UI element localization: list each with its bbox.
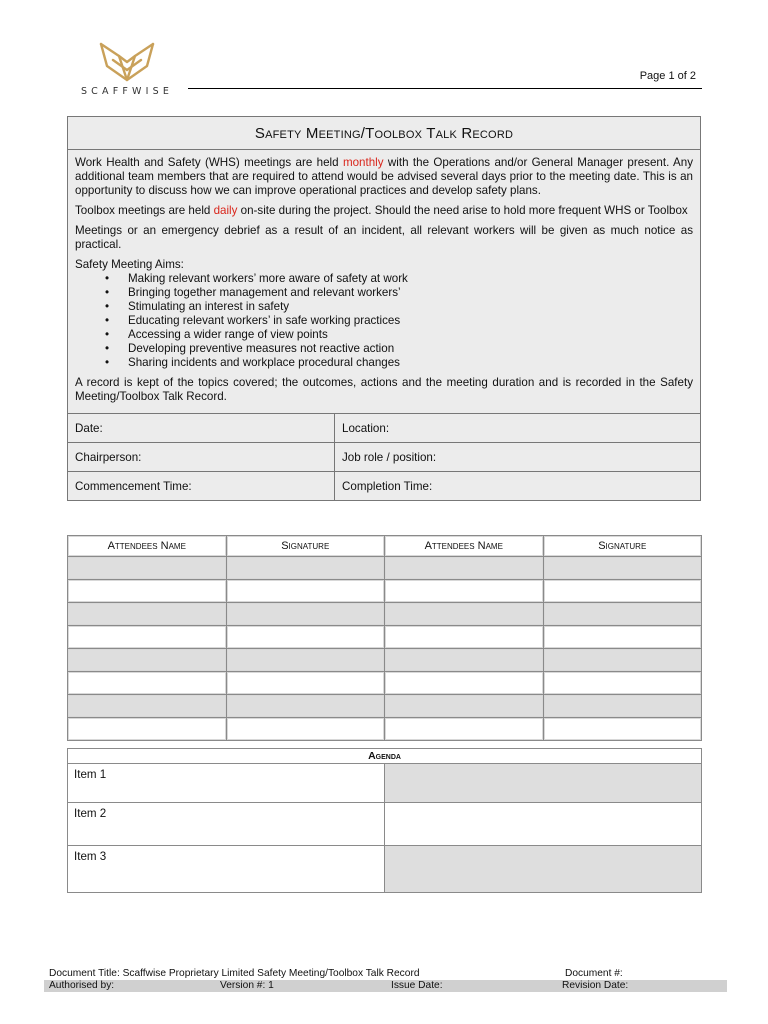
attendee-row bbox=[68, 695, 702, 718]
aim-text: Stimulating an interest in safety bbox=[128, 300, 290, 313]
agenda-item-content[interactable] bbox=[385, 764, 702, 803]
aim-item bbox=[105, 314, 693, 328]
aim-text: Making relevant workers’ more aware of safety at work bbox=[128, 272, 408, 285]
details-row bbox=[68, 472, 700, 501]
signature-cell[interactable] bbox=[226, 649, 385, 672]
attendee-row bbox=[68, 557, 702, 580]
intro-paragraph-whs bbox=[75, 156, 693, 198]
details-row bbox=[68, 443, 700, 472]
commencement-time-field[interactable]: Commencement Time: bbox=[68, 472, 335, 501]
attendee-name-cell[interactable] bbox=[385, 718, 544, 741]
signature-cell[interactable] bbox=[226, 672, 385, 695]
aim-text: Accessing a wider range of view points bbox=[128, 328, 328, 341]
aim-item bbox=[105, 342, 693, 356]
signature-cell[interactable] bbox=[226, 695, 385, 718]
attendees-name-header: Attendees Name bbox=[385, 536, 544, 557]
intro-paragraph-record: A record is kept of the topics covered; the outcomes, actions and the meeting duration and is recorded in the Safety Meeting/Toolbox Talk Record. bbox=[75, 376, 693, 403]
aim-text: Sharing incidents and workplace procedural changes bbox=[128, 356, 400, 369]
footer-document-title: Document Title: Scaffwise Proprietary Limited Safety Meeting/Toolbox Talk Record bbox=[49, 968, 420, 979]
aim-text: Educating relevant workers’ in safe working practices bbox=[128, 314, 401, 327]
footer-row-meta bbox=[44, 980, 727, 992]
attendee-name-cell[interactable] bbox=[385, 603, 544, 626]
attendee-row bbox=[68, 672, 702, 695]
attendee-row bbox=[68, 649, 702, 672]
aim-text: Bringing together management and relevant workers’ bbox=[128, 286, 401, 299]
aims-list bbox=[75, 272, 693, 370]
attendee-name-cell[interactable] bbox=[385, 580, 544, 603]
agenda-heading: Agenda bbox=[68, 749, 702, 764]
aim-item bbox=[105, 300, 693, 314]
intro-panel bbox=[67, 116, 701, 501]
signature-cell[interactable] bbox=[226, 580, 385, 603]
details-row bbox=[68, 414, 700, 443]
agenda-item-content[interactable] bbox=[385, 803, 702, 846]
text-run: on-site during the project. Should the need arise to hold more frequent WHS or Toolbox bbox=[237, 204, 688, 217]
bullet-icon: • bbox=[105, 272, 110, 285]
footer-issue-date: Issue Date: bbox=[391, 980, 443, 991]
signature-header: Signature bbox=[226, 536, 385, 557]
aim-item bbox=[105, 356, 693, 370]
attendee-name-cell[interactable] bbox=[385, 672, 544, 695]
signature-cell[interactable] bbox=[543, 580, 702, 603]
agenda-row bbox=[68, 846, 702, 893]
attendee-name-cell[interactable] bbox=[68, 626, 227, 649]
signature-cell[interactable] bbox=[543, 718, 702, 741]
date-field[interactable]: Date: bbox=[68, 414, 335, 443]
attendees-header-row bbox=[68, 536, 702, 557]
bullet-icon: • bbox=[105, 356, 110, 369]
agenda-item-label: Item 2 bbox=[68, 803, 385, 846]
attendees-name-header: Attendees Name bbox=[68, 536, 227, 557]
attendee-name-cell[interactable] bbox=[68, 718, 227, 741]
agenda-table bbox=[67, 748, 702, 893]
aim-item bbox=[105, 286, 693, 300]
bullet-icon: • bbox=[105, 300, 110, 313]
attendee-row bbox=[68, 718, 702, 741]
signature-cell[interactable] bbox=[226, 603, 385, 626]
footer-revision-date: Revision Date: bbox=[562, 980, 629, 991]
aims-heading: Safety Meeting Aims: bbox=[75, 258, 184, 271]
signature-header: Signature bbox=[543, 536, 702, 557]
agenda-item-content[interactable] bbox=[385, 846, 702, 893]
bullet-icon: • bbox=[105, 328, 110, 341]
bullet-icon: • bbox=[105, 286, 110, 299]
signature-cell[interactable] bbox=[543, 557, 702, 580]
document-footer bbox=[44, 968, 727, 992]
completion-time-field[interactable]: Completion Time: bbox=[335, 472, 701, 501]
intro-text bbox=[68, 150, 700, 413]
attendee-name-cell[interactable] bbox=[68, 580, 227, 603]
attendee-row bbox=[68, 603, 702, 626]
scaffwise-logo bbox=[70, 40, 184, 104]
signature-cell[interactable] bbox=[543, 695, 702, 718]
chairperson-field[interactable]: Chairperson: bbox=[68, 443, 335, 472]
agenda-item-label: Item 3 bbox=[68, 846, 385, 893]
attendee-name-cell[interactable] bbox=[68, 649, 227, 672]
attendee-name-cell[interactable] bbox=[385, 626, 544, 649]
agenda-row bbox=[68, 764, 702, 803]
text-run: Work Health and Safety (WHS) meetings are held bbox=[75, 156, 343, 169]
text-run: Toolbox meetings are held bbox=[75, 204, 214, 217]
intro-paragraph-debrief: Meetings or an emergency debrief as a result of an incident, all relevant workers will be given as much notice as practical. bbox=[75, 224, 693, 251]
attendee-name-cell[interactable] bbox=[385, 695, 544, 718]
text-run: with the Operations and/or General Manager present. Any additional team members that are required to attend would be advised several days prior to the meeting date. This is an opportunity to discuss how we can improve operational practices and develop safety plans. bbox=[75, 156, 694, 197]
attendee-name-cell[interactable] bbox=[385, 557, 544, 580]
owl-logo-icon bbox=[97, 40, 157, 84]
highlight-daily: daily bbox=[213, 204, 238, 217]
attendee-name-cell[interactable] bbox=[68, 672, 227, 695]
attendee-row bbox=[68, 626, 702, 649]
meeting-details-table bbox=[68, 413, 700, 500]
signature-cell[interactable] bbox=[543, 603, 702, 626]
job-role-field[interactable]: Job role / position: bbox=[335, 443, 701, 472]
aim-item bbox=[105, 328, 693, 342]
agenda-item-label: Item 1 bbox=[68, 764, 385, 803]
footer-authorised-by: Authorised by: bbox=[49, 980, 115, 991]
signature-cell[interactable] bbox=[226, 626, 385, 649]
logo-wordmark: SCAFFWISE bbox=[80, 86, 174, 97]
signature-cell[interactable] bbox=[543, 672, 702, 695]
attendee-name-cell[interactable] bbox=[68, 557, 227, 580]
aim-text: Developing preventive measures not reactive action bbox=[128, 342, 395, 355]
header-divider bbox=[188, 88, 702, 89]
document-title: Safety Meeting/Toolbox Talk Record bbox=[68, 117, 700, 150]
attendees-table bbox=[67, 535, 702, 741]
signature-cell[interactable] bbox=[543, 649, 702, 672]
footer-version: Version #: 1 bbox=[220, 980, 274, 991]
footer-row-title bbox=[44, 968, 727, 980]
signature-cell[interactable] bbox=[226, 718, 385, 741]
bullet-icon: • bbox=[105, 342, 110, 355]
attendee-name-cell[interactable] bbox=[68, 603, 227, 626]
aim-item bbox=[105, 272, 693, 286]
agenda-row bbox=[68, 803, 702, 846]
location-field[interactable]: Location: bbox=[335, 414, 701, 443]
attendee-row bbox=[68, 580, 702, 603]
page-indicator: Page 1 of 2 bbox=[639, 70, 696, 82]
highlight-monthly: monthly bbox=[342, 156, 384, 169]
footer-document-number: Document #: bbox=[565, 968, 623, 979]
intro-paragraph-toolbox bbox=[75, 204, 693, 218]
attendee-name-cell[interactable] bbox=[385, 649, 544, 672]
signature-cell[interactable] bbox=[226, 557, 385, 580]
signature-cell[interactable] bbox=[543, 626, 702, 649]
bullet-icon: • bbox=[105, 314, 110, 327]
attendee-name-cell[interactable] bbox=[68, 695, 227, 718]
agenda-header-row bbox=[68, 749, 702, 764]
